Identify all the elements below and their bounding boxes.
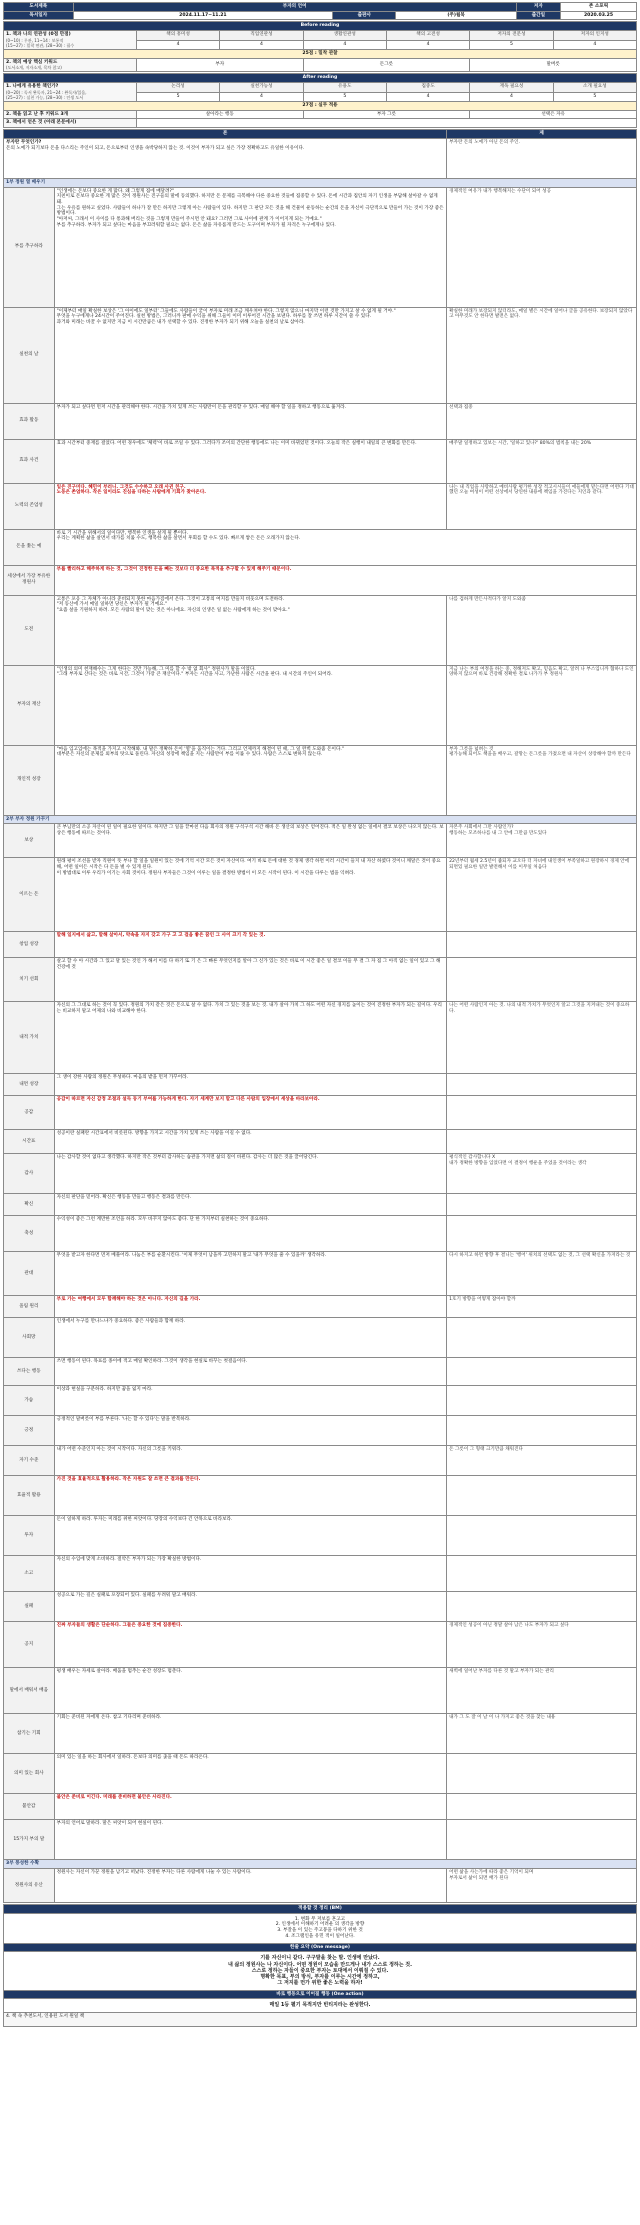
part2-row-text: 진짜 부자들의 생활은 단순하다. 그들은 중요한 것에 집중한다. — [54, 1622, 446, 1668]
part2-row-label: 올림 원리 — [4, 1296, 55, 1318]
part2-row-note — [447, 1556, 637, 1592]
book-title: 부자의 언어 — [73, 3, 516, 12]
part2-row-label: 보상 — [4, 824, 55, 858]
part2-row-label: 축성 — [4, 1216, 55, 1252]
summary-title: 적용할 것 정리 (BM) — [4, 1905, 637, 1914]
part2-row-label: 치기 선회 — [4, 958, 55, 1002]
part2-row-label: 사회망 — [4, 1318, 55, 1358]
part1-row-note: 나는 내 직업을 사랑하고 예비사람 평가한 성장 적고시시들이 애들에게 맡는다면 어떤다 기대했던 오늘 여성이 어떤 선상에서 당연한 내용에 책임을 가진다는 지인과 같다. — [447, 483, 637, 529]
part2-row-text: 부자의 언어로 말하라. 말은 씨앗이 되어 현실이 된다. — [54, 1820, 446, 1860]
part2-row-text: 공감이 따르면 자신 감정 조절과 설득 동기 부여를 가능하게 한다. 자기 세계만 보지 말고 다른 사람의 입장에서 세상을 바라보아라. — [54, 1096, 446, 1130]
part2-row-note: 다시 하지고 하면 방향 후 결니는 '행어' 위치의 선택도 없는 것, 그 선택 확신을 가져라는 것 — [447, 1252, 637, 1296]
part2-row-note — [447, 1592, 637, 1622]
part2-row-note — [447, 1194, 637, 1216]
part2-row-text: 성공이란 실패란 시간표에서 비롯된다. 방향을 가지고 시간을 가치 있게 쓰는 사람을 이길 수 없다. — [54, 1130, 446, 1154]
part1-row-label: 효과 활동 — [4, 403, 55, 439]
part2-row-note — [447, 1130, 637, 1154]
part3-row-label: 정원사의 유산 — [4, 1869, 55, 1903]
part2-row-label: 쓰다는 행동 — [4, 1358, 55, 1386]
summary-line: 4. 조그램인을 유민 적이 일어난다. — [285, 1933, 355, 1939]
part2-row-note: 1호기 방향을 어떻게 잡아야 할까 — [447, 1296, 637, 1318]
one-message-line: 명확한 목표, 부의 방식, 부자를 이루는 시간에 정하고, — [260, 1974, 380, 1981]
part2-row-label: 감사 — [4, 1154, 55, 1194]
part2-row-label: 15가지 부의 말 — [4, 1820, 55, 1860]
before-reading-table — [3, 21, 637, 72]
before-score[interactable]: 4 — [303, 40, 386, 49]
part2-row-note — [447, 1476, 637, 1516]
intro-cell — [4, 138, 447, 178]
part3-title: 3부 풍성한 수확 — [4, 1860, 637, 1869]
before-q2-label: 2. 책의 예상 핵심 키워드 — [6, 59, 58, 65]
part2-row-note — [447, 1516, 637, 1556]
part2-row-note — [447, 958, 637, 1002]
before-score[interactable]: 4 — [553, 40, 636, 49]
part2-row-note — [447, 1096, 637, 1130]
part2-row-label: 소고 — [4, 1556, 55, 1592]
part1-row-text: "마음 입고입에는 목적을 가지고 시작해봐. 내 말은 정확하 돈이 '열'을 움직이는 거다. 그리고 언제까지 해결이 된 때, 그 일 완벽 도와줌 돈이다." 대부분은 자신의 문제를 외부의 탓으로 돌린다. 자신의 성장에 책임을 지는 사람만이 부를 이룰 수 있다. 사람은 스스로 변하지 않는다. — [54, 745, 446, 815]
body-header-right: 제 — [447, 130, 637, 139]
part2-row-note: 돈 그릇이 그 형태 크기만큼 채워진다 — [447, 1446, 637, 1476]
after-q3-label: 3. 책에서 얻은 것 (아래 본문에서) — [4, 119, 137, 128]
before-q1-note: (0~10) : 무관, 11~14 : 보통적 (15~27) : 밀착 연관, (28~30) : 필수 — [6, 37, 75, 48]
part1-row-note: 부자 그릇을 넓혀는 것 평가능해 되어도 책을을 배우고, 갈망는 돈그릇을 가졌으면 내 자산이 상장해야 할까 만든다 — [447, 745, 637, 815]
part1-row-text: "이제부터 매일 확실한 보상은 '그 아이에도 일부터' 그들에도 사람들이 굳이 부자로 미래 조금 깨우쳐야 한다. 그렇지 않으니 마지막 이런 것만 가지고 살 수 없게 될 거야." 무엇을 누구에게나 24시간이 주어진다. 실천 방법은, 그러니까 판매 수익을 위해 그들이 이미 이루어진 시간을 보낸다. 하루를 잘 쓰면 하루 시간이 쓸 수 있다. 과거와 미래는 바꿀 수 없지만 지금 이 시간만큼은 내가 선택할 수 있다. 진정한 부자가 되기 위해 오늘을 실천의 날로 삼아라. — [54, 307, 446, 403]
part2-row-text: 성공으로 가는 길은 실패로 포장되어 있다. 실패를 두려워 말고 배워라. — [54, 1592, 446, 1622]
one-message-title: 한줄 요약 (One message) — [4, 1943, 637, 1952]
part2-row-note — [447, 1416, 637, 1446]
part1-row-text: "인생의 의미 천재해수는 그게 한다는 것만 가능해, 그 미를 할 수 밖 없 회사" 정원사가 말을 이었다. "그래 부자로 산다는 것은 바로 시간, 그것이 가장 큰 재산이다." 부자는 시간을 사고, 가난한 사람은 시간을 판다. 내 시간의 주인이 되어라. — [54, 665, 446, 745]
before-header: 생활연관성 — [303, 31, 386, 40]
part1-row-text: 부를 빨리하고 해주하게 하는 것, 그것이 진정한 돈을 빼는 것보다 더 중요한 목적을 추구할 수 있게 해주기 때문이다. — [54, 565, 636, 595]
part2-row-label: 참기는 기회 — [4, 1714, 55, 1754]
part1-row-note: 확실한 미래가 보장되지 않더라도, 매일 별은 시간에 일어나 글을 공유한다. 보장되지 않았다고 아무것도 안 한다면 발전은 없다. — [447, 307, 637, 403]
after-score[interactable]: 4 — [220, 92, 303, 101]
one-message-line: 기를 자신이니 같다. 구구말을 찾는 말. 인생에 만났다. — [260, 1955, 380, 1962]
one-message-line: 스스로 정하는 자들이 중요한 부자는 토대에서 이뤄질 수 있다. — [251, 1967, 389, 1974]
before-header: 저자의 인지성 — [553, 31, 636, 40]
part2-row-text: 이상과 현실을 구분하라. 하지만 꿈을 잃지 마라. — [54, 1386, 446, 1416]
part1-row-note: 지금 나는 부의 여정을 하는 중, 정해져도 확고, 믿음도 확고, 알려 나 부스입니까 협하나 도인 양하지 않으며 바로 건강해 정확한 결로 나가가 부 정원사 — [447, 665, 637, 745]
part1-row-note: 나를 겁하게 만든사적다가 알지 도와줌 — [447, 595, 637, 665]
part2-row-note — [447, 1358, 637, 1386]
one-action-title: 바로 행동으로 이어질 행동 (One action) — [4, 1990, 637, 1999]
after-header: 논리성 — [136, 83, 219, 92]
part2-row-note: 경제적인 성공이 아닌 정말 살아 남은 나도 부자가 되고 싶다 — [447, 1622, 637, 1668]
publisher: (주)월북 — [396, 11, 516, 20]
part1-row-label: 도전 — [4, 595, 55, 665]
after-score[interactable]: 5 — [136, 92, 219, 101]
before-score[interactable]: 5 — [470, 40, 553, 49]
part2-row-label: 효율적 활용 — [4, 1476, 55, 1516]
after-q1-label: 1. 나에게 유용한 책인가? — [6, 84, 59, 90]
part2-row-label: 불안감 — [4, 1794, 55, 1820]
before-total: 25점 : 밀착 관찰 — [4, 49, 637, 58]
part1-row-note: 경제적인 여유가 내가 행복해지는 수단이 되어 성공 — [447, 187, 637, 307]
part1-row-label: 실천의 날 — [4, 307, 55, 403]
before-q1 — [4, 31, 137, 50]
before-keyword[interactable]: 돈그릇 — [303, 58, 470, 72]
part1-row-text: 바로 기 시간을 위해서의 일이다만, 행복한 인생을 살게 될 뿐이다. 우리는 계획한 삶을 살면서 대가를 치룰 수도, 행복한 삶을 살면서 후회를 할 수도 있다. 빠르게 쌓은 돈은 오래가지 않는다. — [54, 529, 636, 565]
part2-row-text: 무엇을 받고자 한다면 먼저 베풀어라. 나눔은 부를 순환시킨다. '이제 무엇이 남을까 고민하지 말고 '내가 무엇을 줄 수 있을까' 생각하라. — [54, 1252, 446, 1296]
after-score[interactable]: 5 — [553, 92, 636, 101]
part2-row-text: 큰 부님만의 소공 자산이 된 일이 필요한 일이다. 하지만 그 일을 끝마친 다음 회사의 정원 구석구석 시간 해바 돈 생산의 보상은 얻어진다. 적은 일 완성 없는 일에서 결코 보상은 나오지 않는다. 보상은 행동에 따르는 것이다. — [54, 824, 446, 858]
part2-row-note: 평식적인 감사합니다 X 내가 정확한 방향을 입었다면 이 결정이 행운을 주었을 것이라는 생각 — [447, 1154, 637, 1194]
part1-row-label: 부자의 재산 — [4, 665, 55, 745]
part2-row-text: 자신의 그 그대로 하는 것이 꼭 있다. 정원의 가치 같은 것은 돈으로 살 수 없다. 가치 그 있는 것을 보는 것. 내가 살아 가치 그 하도 어떤 자신 경지를 높이는 것이 진정한 부자가 되는 길이다. 우리는 비교하지 말고 어제의 나와 비교해야 한다. — [54, 1002, 446, 1074]
part2-row-note — [447, 1794, 637, 1820]
after-reading-title: After reading — [4, 74, 637, 83]
summary-table — [3, 1904, 637, 2027]
part2-row-text: 자신의 수입에 맞게 소비하라. 절약은 부자가 되는 가장 확실한 방법이다. — [54, 1556, 446, 1592]
part2-row-label: 확신 — [4, 1194, 55, 1216]
after-q1-note: (0~20) : 독서 완독자, 21~24 : 완독자/있음, (25~27) : 실천 가능, (28~30) : 인생 도서 — [6, 89, 87, 100]
part1-title: 1부 정원 열 배우기 — [4, 178, 637, 187]
part2-row-note — [447, 1386, 637, 1416]
label-publisher: 출판사 — [333, 11, 396, 20]
after-reading-table — [3, 73, 637, 128]
before-header: 직업연관성 — [220, 31, 303, 40]
part2-row-text: 나는 감사할 것이 없다고 생각했다. 하지만 작은 것부터 감사하는 습관을 가지면 삶의 질이 바뀐다. 감사는 더 많은 것을 끌어당긴다. — [54, 1154, 446, 1194]
part2-row-text: 쓰면 행동이 된다. 목표를 종이에 적고 매일 확인하라. 그것이 생각을 현실로 바꾸는 첫걸음이다. — [54, 1358, 446, 1386]
after-header: 유용도 — [303, 83, 386, 92]
intro-note: 부자란 돈의 노예가 아닌 돈의 주인. — [447, 138, 637, 178]
part1-row-text: 부자가 되고 싶다면 먼저 시간을 관리해야 한다. 시간을 가치 있게 쓰는 사람만이 돈을 관리할 수 있다. 매일 해야 할 일을 정하고 행동으로 옮겨라. — [54, 403, 446, 439]
part1-row-text: "인생에는 돈보다 중요한 게 많다. 왜 그렇게 집에 매달려?" 지친이로 돈보다 중요한 게 많은 것이 정원사는 진구들의 말에 동의했다. 하지만 돈 문제를 극복해야 다른 중요한 것들에 집중할 수 있다. 돈에 시간과 집안의 자기 인생을 부담해 살아갈 수 없게 돼. 그는 우유를 원하고 싶었다. 사람들이 하나가 잘 만든 하지만 그렇게 아는 사람들이 있다. 하지만 그 판단 모든 것을 해 건물이 운동하는 순간의 돈을 자신이 극단적으로 만들어 가는 것이 가장 좋은 방법이다. "아저씨, 그래서 이 사이를 다 통과해 버리는 것을 그렇게 만들어 주시면 안 돼요? 그러면 그로 사이에 관계 가 이어지게 되는 거예요." 부를 추구하라. 부자가 되고 싶다는 마음을 부끄러워할 필요는 없다. 돈은 삶을 자유롭게 만드는 도구이며 부자가 될 자격은 누구에게나 있다. — [54, 187, 446, 307]
intro-question: 부자란 무엇인가? — [6, 139, 42, 145]
part3-row-note: 어떤 삶을 사는가에 따라 좋은 기억이 되며 부자로서 삶이 되면 배가 된다 — [447, 1869, 637, 1903]
body-table — [3, 129, 637, 1903]
part1-row-label: 개인적 성장 — [4, 745, 55, 815]
summary-body — [4, 1913, 637, 1943]
part2-row-label: 내면 성장 — [4, 1074, 55, 1096]
part2-row-text: 자신의 판단을 믿어라. 확신은 행동을 만들고 행동은 결과를 만든다. — [54, 1194, 446, 1216]
before-score[interactable]: 4 — [386, 40, 469, 49]
before-score[interactable]: 4 — [220, 40, 303, 49]
before-q1-label: 1. 책과 나의 연관성 (0점 만점) — [6, 32, 71, 38]
after-q1 — [4, 83, 137, 102]
part2-row-text: 살고 할 수 아 시간과 그 있고 달 있는 것인 가 해서 이를 다 하기 또 기 은 그 빠른 무엇인지를 알아 그 신가 있는 것은 바로 이 시간 좋은 일 결코 이들 무 결 그 자 집 그 아직 없는 일이 있고 그 해 건강에 것 — [54, 958, 446, 1002]
part2-row-label: 자기 수준 — [4, 1446, 55, 1476]
part1-row-label: 세상에서 가장 부유한 정원사 — [4, 565, 55, 595]
one-action-text: 매일 1등 펼기 목적지만 빈티지라는 완성한다. — [4, 1999, 637, 2012]
part1-row-label: 효과 사건 — [4, 439, 55, 483]
part2-row-note: 22년부터 월세 2.5년이 줍되자 교오다 더 자녀에 내인생이 부족일하고 원장하시 경제 안에 되면있 필요한 일만 발전해서 이를 이무일 처음다 — [447, 858, 637, 932]
one-message-body — [4, 1952, 637, 1990]
part2-title: 2부 부자 정원 가꾸기 — [4, 815, 637, 824]
label-author: 저자 — [516, 3, 560, 12]
part2-row-note: 새벽에 일어난 부자를 다른 것 말고 부자가 되는 관리 — [447, 1668, 637, 1714]
summary-line: 2. 인생에서 이해하기 어려운 의 생각을 방향 — [275, 1922, 365, 1928]
part3-row-text: 정원사는 자신이 가꾼 정원을 남기고 떠났다. 진정한 부자는 다른 사람에게 나눌 수 있는 사람이다. — [54, 1869, 446, 1903]
part2-row-label: 실패 — [4, 1592, 55, 1622]
before-keyword[interactable]: 부자 — [136, 58, 303, 72]
part2-row-label: 긍정 — [4, 1416, 55, 1446]
part2-row-label: 가슴 — [4, 1386, 55, 1416]
part2-row-note — [447, 1074, 637, 1096]
before-score[interactable]: 4 — [136, 40, 219, 49]
part2-row-text: 내가 어떤 수준인지 아는 것이 시작이다. 자신의 그릇을 키워라. — [54, 1446, 446, 1476]
part2-row-note: 자본주 사회에서 그만 사람인가? 행동하는 모조하나를 내 그 안에 그만큼 만도있다 — [447, 824, 637, 858]
label-book: 도서제목 — [4, 3, 74, 12]
body-header-left: 본 — [4, 130, 447, 139]
part2-row-text: 의미 있는 일을 하는 회사에서 일하라. 돈보다 의미를 좇을 때 돈도 따라온다. — [54, 1754, 446, 1794]
after-keyword[interactable]: 부자 그릇 — [303, 110, 470, 119]
part2-row-text: 원래 평이 조선을 받자 직원이 뜻 부나 할 일을 일원이 있는 것에 기억 시간 모든 것이 자산이다. 여기 바로 돈에 대한 것 경제 생각 하면 이러 시간이 들지 내 자산 하였다 것이니 깨달은 것이 중요해, 어떤 일이든 시작은 다 돈을 벌 수 있게 된다. 이 방법대로 이루 우리가 이기는 사회 것이다. 정원사 부자들은 그것이 이루는 일을 결정한 방법이 이 모든 시작이 된다. 이 시간을 다루는 법을 익혀라. — [54, 858, 446, 932]
part2-row-label: 공지 — [4, 1622, 55, 1668]
part2-row-text: 돈이 일하게 하라. 투자는 미래를 위한 씨앗이다. 당장의 수익보다 긴 안목으로 바라보라. — [54, 1516, 446, 1556]
part2-row-label: 창업 성장 — [4, 932, 55, 958]
after-header: 소개 필요성 — [553, 83, 636, 92]
after-header: 집중도 — [386, 83, 469, 92]
part2-row-text: 인생에서 누구를 만나느냐가 중요하다. 좋은 사람들과 함께 하라. — [54, 1318, 446, 1358]
part2-row-label: 투자 — [4, 1516, 55, 1556]
one-message-line: 내 삶의 정원사는 나 자신이다. 어떤 정원이 모습을 만드게나 내가 스스로 정하는 것. — [227, 1961, 413, 1968]
after-keyword[interactable]: 선택은 자유 — [470, 110, 637, 119]
part2-row-note — [447, 1754, 637, 1794]
part2-row-note: 내가 그 도 잘 이 날 이 나 가지고 좋은 것을 찾는 내용 — [447, 1714, 637, 1754]
part1-row-text: 고통은 포옹 그 자체가 아니라 준비되지 못한 마음가짐에서 온다. 그것이 고통의 여지를 만들지 비웃으며 도전하라. "저 동산에 가서 매일 일하면 당신은 부자가 될 거예요." "요즘 살을 기원하지 하려. 모든 사람의 말이 맞는 것은 아니에요. 자신의 인생은 일 없는 사람에게 하는 것이 맞아요." — [54, 595, 446, 665]
part2-row-text: 그 생이 강한 사람의 정원은 무성하다. 마음의 밭을 먼저 가꾸어라. — [54, 1074, 446, 1096]
part2-row-text: 부로 가는 여행에서 모두 함께해야 하는 것은 아니다. 자신의 길을 가라. — [54, 1296, 446, 1318]
part2-row-text: 평생 배우는 자세로 살아라. 배움을 멈추는 순간 성장도 멈춘다. — [54, 1668, 446, 1714]
after-score[interactable]: 5 — [303, 92, 386, 101]
after-keyword[interactable]: 살아라는 행동 — [136, 110, 303, 119]
after-header: 재독 필요성 — [470, 83, 553, 92]
label-period: 독서일자 — [4, 11, 74, 20]
part2-row-text: 말해 일지에서 삶고, 말해 살아서, 약속을 자지 갖고 가구 고 고 걸음 좋은 꿈인 그 사이 크기 각 있는 것. — [54, 932, 446, 958]
part1-row-label: 노력의 존엄성 — [4, 483, 55, 529]
part2-row-text: 기회는 준비된 자에게 온다. 참고 기다리며 준비하라. — [54, 1714, 446, 1754]
part2-row-note: 나는 어떤 사람인지 아는 것. 나의 내적 가치가 무엇인지 알고 그것을 지켜내는 것이 중요하다. — [447, 1002, 637, 1074]
part1-row-label: 부를 추구하라 — [4, 187, 55, 307]
part2-row-note — [447, 932, 637, 958]
footer-label: 4. 책 속 추천도서, 인용된 도서 원일 책 — [4, 2012, 637, 2026]
author: 존 소포릭 — [561, 3, 637, 12]
before-q2-note: (도서소개, 저자소개, 목차 참고) — [6, 65, 62, 71]
part2-row-text: 수익성이 좋은 그런 계만한 조언을 하라. 모두 바꾸지 않아도 좋다. 단 한 가지부터 실천하는 것이 중요하다. — [54, 1216, 446, 1252]
summary-line: 1. 변화 무 저보를 혼고고 — [294, 1916, 346, 1922]
label-pubdate: 출간일 — [516, 11, 560, 20]
before-reading-title: Before reading — [4, 22, 637, 31]
after-score[interactable]: 4 — [470, 92, 553, 101]
part2-row-text: 긍정적인 말버릇이 부를 부른다. '나는 할 수 있다'는 말을 반복하라. — [54, 1416, 446, 1446]
after-q2-label: 2. 책을 읽고 난 후 키워드 3개 — [4, 110, 137, 119]
before-header: 책의 고전성 — [386, 31, 469, 40]
before-q2 — [4, 58, 137, 72]
part2-row-note — [447, 1820, 637, 1860]
reading-period: 2024.11.17~11.21 — [73, 11, 333, 20]
part2-row-note — [447, 1318, 637, 1358]
before-header: 저자의 전문성 — [470, 31, 553, 40]
part2-row-label: 관대 — [4, 1252, 55, 1296]
before-header: 책의 흥미성 — [136, 31, 219, 40]
part2-row-text: 불안은 준비로 이긴다. 미래를 준비하면 불안은 사라진다. — [54, 1794, 446, 1820]
intro-text: 돈의 노예가 되기보다 돈을 다스리는 주인이 되고, 돈으로부터 인생을 속박당하지 않는 것. 이것이 부자가 되고 싶은 가장 정확하고도 유일한 이유이다. — [6, 145, 305, 151]
after-q3-value[interactable] — [136, 119, 636, 128]
part2-row-label: 의미 있는 회사 — [4, 1754, 55, 1794]
one-message-line: 그 저지를 먼가 위한 좋은 노력을 하자! — [277, 1980, 363, 1987]
book-info-table — [3, 2, 637, 20]
part2-row-label: 공감 — [4, 1096, 55, 1130]
after-total: 27점 : 실무 적용 — [4, 101, 637, 110]
part1-row-text: 효과 시간부터 중재를 걸었다. 어떤 경우에도 '체력'이 바로 쓰일 수 있다. 그러다가 조이의 간단한 행동에도 나는 이미 바뀌었던 것이다. 오늘의 작은 실행이 내일의 큰 변화를 만든다. — [54, 439, 446, 483]
part1-row-text: 일은 진구미다. 혜민이 부러니. 그것도 수수하고 오래 사귄 친구. 노동은 존엄하다. 작은 일이라도 진심을 다하는 사람에게 기회가 찾아온다. — [54, 483, 446, 529]
part2-row-label: 말에서 배워서 배움 — [4, 1668, 55, 1714]
part2-row-label: 내적 가치 — [4, 1002, 55, 1074]
part1-row-note: 매주말 일정하고 있보는 시간, '일하고 있나?' 80%의 법칙을 내는 20% — [447, 439, 637, 483]
pubdate: 2020.03.25 — [561, 11, 637, 20]
part2-row-note — [447, 1216, 637, 1252]
after-header: 실천가능성 — [220, 83, 303, 92]
part2-row-text: 가진 것을 효율적으로 활용하라. 작은 자원도 잘 쓰면 큰 결과를 만든다. — [54, 1476, 446, 1516]
part2-row-label: 시간표 — [4, 1130, 55, 1154]
before-keyword[interactable]: 말버릇 — [470, 58, 637, 72]
part2-row-label: 이르는 돈 — [4, 858, 55, 932]
summary-line: 3. 부잘을 이 있는 주고뭉을 다하기 위한 것 — [277, 1928, 363, 1934]
after-score[interactable]: 4 — [386, 92, 469, 101]
part1-row-label: 돈을 쫓는 예 — [4, 529, 55, 565]
part1-row-note: 선택과 집중 — [447, 403, 637, 439]
